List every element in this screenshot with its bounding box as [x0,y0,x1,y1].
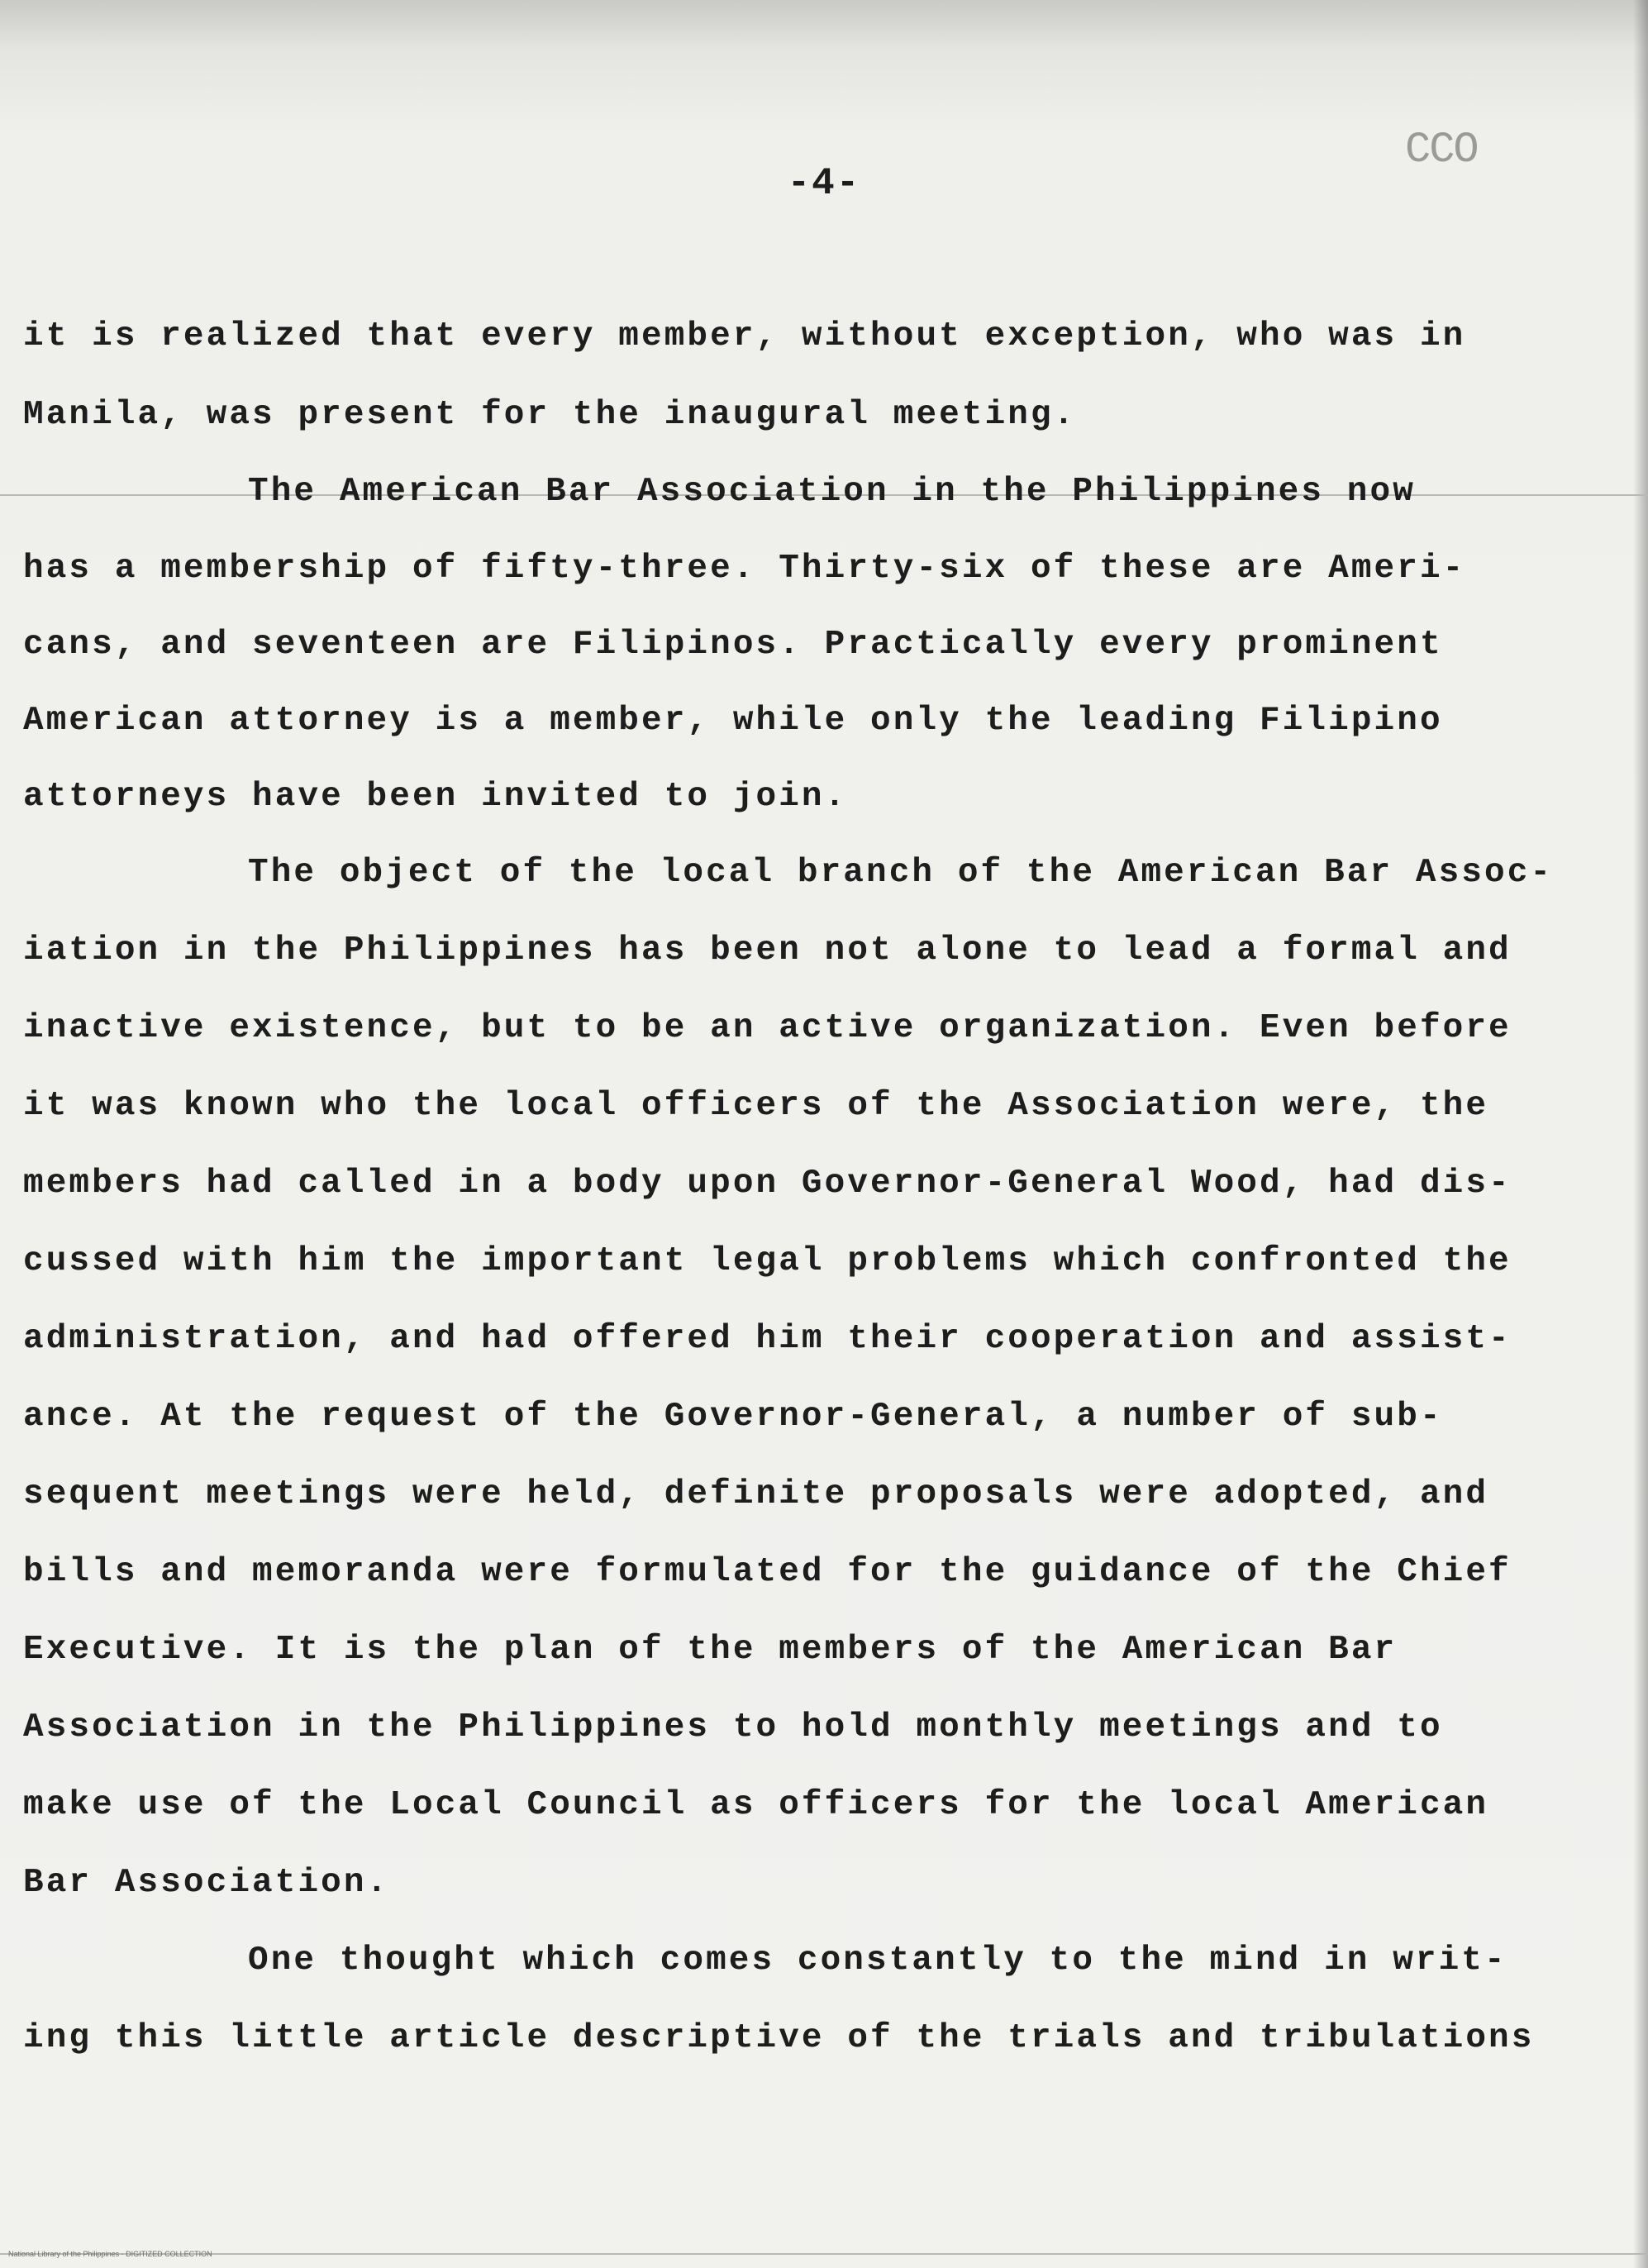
page-number: -4- [787,162,861,205]
text-line: attorneys have been invited to join. [23,778,848,816]
text-line: members had called in a body upon Governor-General Wood, had dis- [23,1165,1512,1203]
text-line: bills and memoranda were formulated for the guidance of the Chief [23,1553,1512,1591]
text-line: Bar Association. [23,1864,390,1902]
text-line: ance. At the request of the Governor-General, a number of sub- [23,1398,1443,1436]
text-line: it was known who the local officers of the Association were, the [23,1087,1489,1125]
scan-edge-shadow [1633,0,1648,2268]
scan-rule-line-bottom [0,2253,1648,2255]
text-line: cans, and seventeen are Filipinos. Practically every prominent [23,626,1443,664]
text-line: Manila, was present for the inaugural meeting. [23,396,1077,434]
text-line: make use of the Local Council as officers for the local American [23,1786,1489,1824]
text-line: ing this little article descriptive of the trials and tribulations [23,2019,1535,2057]
text-line: has a membership of fifty-three. Thirty-six of these are Ameri- [23,550,1466,588]
text-line: One thought which comes constantly to the mind in writ- [248,1942,1507,1980]
text-line: inactive existence, but to be an active organization. Even before [23,1009,1512,1047]
text-line: administration, and had offered him their cooperation and assist- [23,1320,1512,1358]
text-line: The American Bar Association in the Philippines now [248,473,1416,511]
text-line: cussed with him the important legal problems which confronted the [23,1242,1512,1280]
text-line: Association in the Philippines to hold monthly meetings and to [23,1708,1443,1746]
text-line: iation in the Philippines has been not alone to lead a formal and [23,932,1512,970]
text-line: The object of the local branch of the American Bar Assoc- [248,854,1554,892]
text-line: Executive. It is the plan of the members of the American Bar [23,1631,1398,1669]
text-line: American attorney is a member, while only the leading Filipino [23,702,1443,740]
footer-credit: National Library of the Philippines · DIGITIZED COLLECTION [8,2250,212,2258]
text-line: it is realized that every member, without exception, who was in [23,317,1466,355]
corner-mark: CCO [1405,126,1478,174]
text-line: sequent meetings were held, definite proposals were adopted, and [23,1475,1489,1513]
